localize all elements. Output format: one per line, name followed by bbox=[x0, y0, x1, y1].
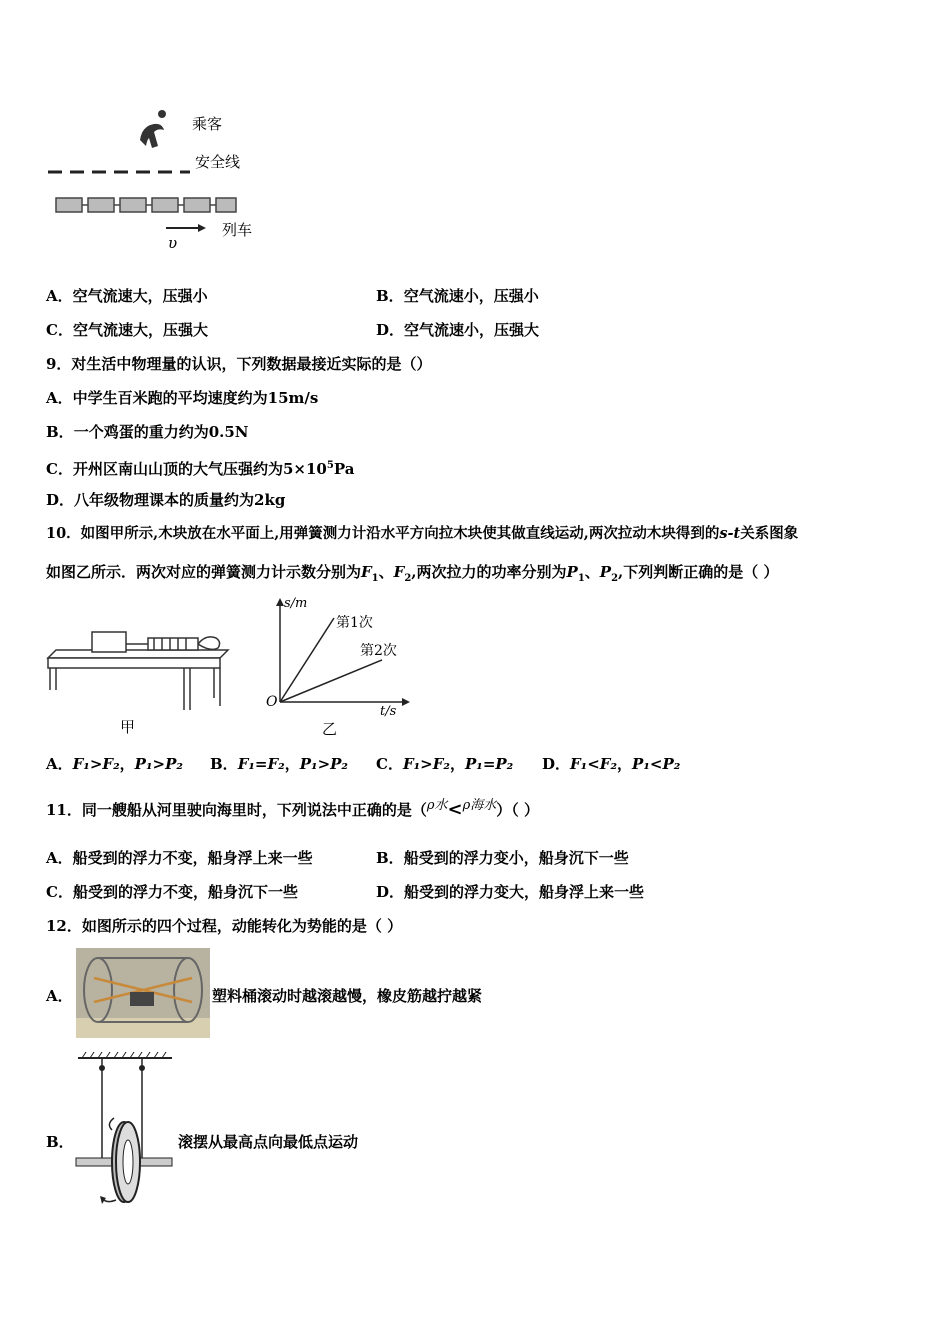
q11-stem: 11．同一艘船从河里驶向海里时，下列说法中正确的是（ρ水<ρ海水）（ ） bbox=[46, 798, 540, 820]
train-label: 列车 bbox=[222, 221, 253, 239]
passenger-icon bbox=[140, 110, 166, 148]
graph-x-label: t/s bbox=[380, 704, 397, 719]
graph-line-1 bbox=[280, 618, 334, 702]
train-icon bbox=[56, 198, 236, 212]
q9-option-a[interactable]: A．中学生百米跑的平均速度约为15m/s bbox=[46, 389, 319, 407]
q8-option-c[interactable]: C．空气流速大，压强大 bbox=[46, 321, 208, 339]
maxwell-wheel-figure bbox=[72, 1050, 182, 1208]
fig-yi-caption: 乙 bbox=[322, 720, 338, 738]
q12-option-b-letter[interactable]: B． bbox=[46, 1133, 74, 1151]
fig-jia-caption: 甲 bbox=[120, 718, 136, 736]
q8-option-d[interactable]: D．空气流速小，压强大 bbox=[376, 321, 540, 339]
graph-y-label: s/m bbox=[284, 596, 308, 611]
q12-option-b-text[interactable]: 滚摆从最高点向最低点运动 bbox=[178, 1133, 359, 1151]
safety-line-label: 安全线 bbox=[195, 153, 241, 171]
q10-option-d[interactable]: D．F₁<F₂，P₁<P₂ bbox=[542, 755, 681, 773]
q10-stem-line2: 如图乙所示．两次对应的弹簧测力计示数分别为$F_1$、$F_2$,两次拉力的功率分别为$P_1$、$P_2$,下列判断正确的是（ ） bbox=[46, 563, 779, 584]
q8-option-b[interactable]: B．空气流速小，压强小 bbox=[376, 287, 539, 305]
q11-option-b[interactable]: B．船受到的浮力变小，船身沉下一些 bbox=[376, 849, 629, 867]
graph-line-2 bbox=[280, 660, 382, 702]
q11-option-d[interactable]: D．船受到的浮力变大，船身浮上来一些 bbox=[376, 883, 645, 901]
graph-origin-label: O bbox=[266, 694, 278, 710]
q9-option-b[interactable]: B．一个鸡蛋的重力约为0.5N bbox=[46, 423, 249, 441]
velocity-arrow-icon bbox=[166, 224, 206, 232]
maxwell-wheel-drawing bbox=[72, 1050, 182, 1208]
table-block-drawing bbox=[44, 620, 234, 720]
plastic-bucket-photo bbox=[76, 948, 210, 1038]
q11-option-a[interactable]: A．船受到的浮力不变，船身浮上来一些 bbox=[46, 849, 313, 867]
passenger-label: 乘客 bbox=[192, 115, 223, 133]
graph-y-arrow bbox=[276, 598, 284, 606]
q12-option-a-text[interactable]: 塑料桶滚动时越滚越慢，橡皮筋越拧越紧 bbox=[212, 987, 483, 1005]
train-safety-figure bbox=[40, 100, 280, 260]
q12-stem: 12．如图所示的四个过程，动能转化为势能的是（ ） bbox=[46, 917, 403, 935]
q9-stem: 9．对生活中物理量的认识，下列数据最接近实际的是（） bbox=[46, 355, 432, 373]
q10-option-c[interactable]: C．F₁>F₂，P₁=P₂ bbox=[376, 755, 514, 773]
q11-option-c[interactable]: C．船受到的浮力不变，船身沉下一些 bbox=[46, 883, 298, 901]
q12-option-a-letter[interactable]: A． bbox=[46, 987, 73, 1005]
figure-jia bbox=[44, 620, 234, 740]
q8-option-a[interactable]: A．空气流速大，压强小 bbox=[46, 287, 208, 305]
velocity-label: υ bbox=[168, 234, 178, 252]
q10-stem-line1: 10．如图甲所示,木块放在水平面上,用弹簧测力计沿水平方向拉木块使其做直线运动,两次拉动木块得到的s-t关系图象 bbox=[46, 525, 799, 542]
bucket-drawing bbox=[76, 948, 210, 1038]
q9-option-d[interactable]: D．八年级物理课本的质量约为2kg bbox=[46, 491, 286, 509]
q10-option-b[interactable]: B．F₁=F₂，P₁>P₂ bbox=[210, 755, 348, 773]
graph-line-1-label: 第1次 bbox=[336, 615, 373, 631]
q10-option-a[interactable]: A．F₁>F₂，P₁>P₂ bbox=[46, 755, 183, 773]
graph-line-2-label: 第2次 bbox=[360, 643, 397, 659]
q9-option-c[interactable]: C．开州区南山山顶的大气压强约为$5\times 10^5Pa$ bbox=[46, 460, 355, 478]
graph-x-arrow bbox=[402, 698, 410, 706]
figure-yi bbox=[262, 594, 422, 740]
